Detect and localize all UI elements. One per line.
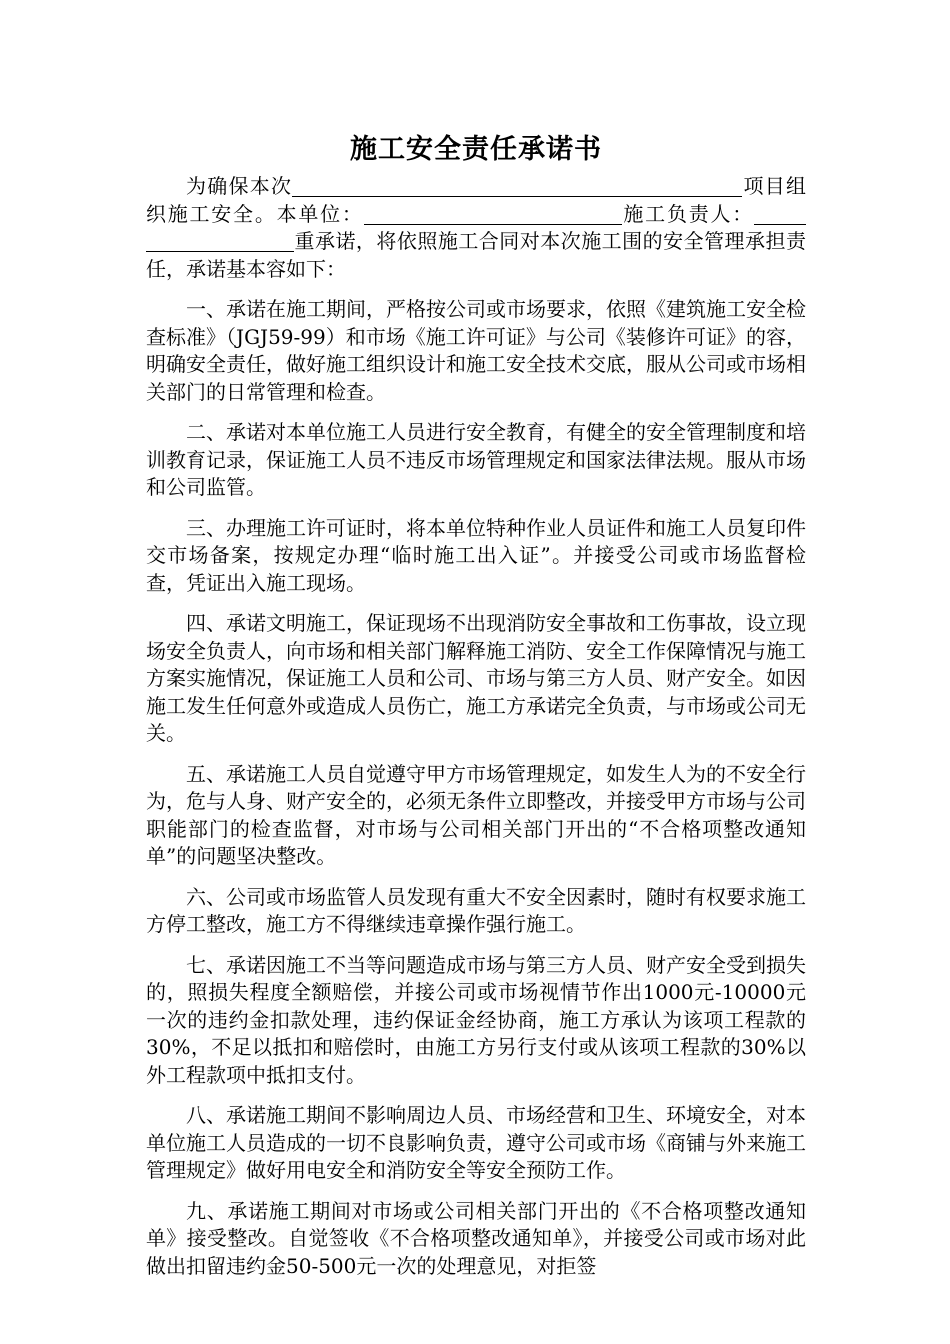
clause-2: 二、承诺对本单位施工人员进行安全教育，有健全的安全管理制度和培训教育记录，保证施工人员不违反市场管理规定和国家法律法规。服从市场和公司监管。 (146, 420, 806, 499)
clause-7: 七、承诺因施工不当等问题造成市场与第三方人员、财产安全受到损失的，照损失程度全额赔偿，并接公司或市场视情节作出1000元-10000元一次的违约金扣款处理，违约保证金经协商，施工方承认为该项工程款的30%，不足以抵扣和赔偿时，由施工方另行支付或从该项工程款的30%以外工程款项中抵扣支付。 (146, 952, 806, 1087)
unit-name-blank[interactable] (364, 202, 622, 225)
clause-3: 三、办理施工许可证时，将本单位特种作业人员证件和施工人员复印件交市场备案，按规定办理“临时施工出入证”。并接受公司或市场监督检查，凭证出入施工现场。 (146, 515, 806, 595)
intro-text-3: 施工负责人： (621, 201, 755, 226)
clause-8: 八、承诺施工期间不影响周边人员、市场经营和卫生、环境安全，对本单位施工人员造成的一切不良影响负责，遵守公司或市场《商铺与外来施工管理规定》做好用电安全和消防安全等安全预防工作。 (146, 1103, 806, 1182)
intro-paragraph (146, 173, 806, 283)
clause-4: 四、承诺文明施工，保证现场不出现消防安全事故和工伤事故，设立现场安全负责人，向市场和相关部门解释施工消防、安全工作保障情况与施工方案实施情况，保证施工人员和公司、市场与第三方人员、财产安全。如因施工发生任何意外或造成人员伤亡，施工方承诺完全负责，与市场或公司无关。 (146, 611, 806, 745)
project-name-blank[interactable] (292, 174, 742, 197)
clause-6: 六、公司或市场监管人员发现有重大不安全因素时，随时有权要求施工方停工整改，施工方不得继续违章操作强行施工。 (146, 884, 806, 936)
leader-name-blank[interactable] (754, 202, 806, 225)
intro-text-4: 重承诺，将依照施工合同对本次施工围的安全管理承担责任，承诺基本容如下： (146, 229, 806, 281)
leader-name-blank-continued[interactable] (146, 229, 294, 252)
clause-5: 五、承诺施工人员自觉遵守甲方市场管理规定，如发生人为的不安全行为，危与人身、财产安全的，必须无条件立即整改，并接受甲方市场与公司职能部门的检查监督，对市场与公司相关部门开出的“不合格项整改通知单”的问题坚决整改。 (146, 761, 806, 868)
intro-text-2: 项目组织施工安全。本单位： (146, 174, 806, 226)
clause-1: 一、承诺在施工期间，严格按公司或市场要求，依照《建筑施工安全检查标准》（JGJ59-99）和市场《施工许可证》与公司《装修许可证》的容，明确安全责任，做好施工组织设计和施工安全技术交底，服从公司或市场相关部门的日常管理和检查。 (146, 297, 806, 404)
document-page (146, 130, 806, 1280)
clause-9: 九、承诺施工期间对市场或公司相关部门开出的《不合格项整改通知单》接受整改。自觉签收《不合格项整改通知单》，并接受公司或市场对此做出扣留违约金50-500元一次的处理意见，对拒签 (146, 1198, 806, 1278)
document-title: 施工安全责任承诺书 (350, 134, 602, 165)
intro-text-1: 为确保本次 (186, 174, 293, 198)
